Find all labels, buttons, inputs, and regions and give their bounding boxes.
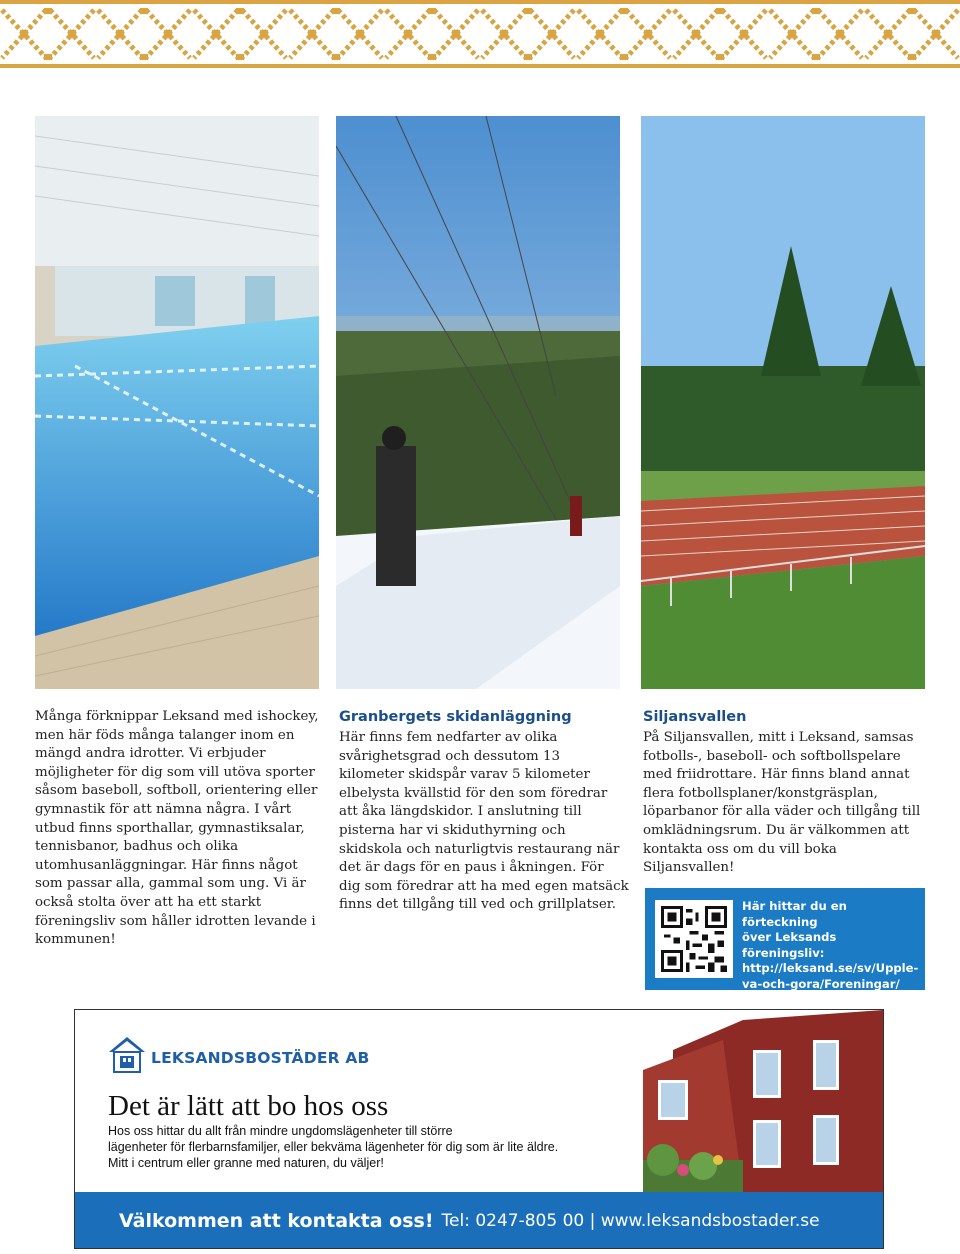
contact-details[interactable]: Tel: 0247-805 00 | www.leksandsbostader.se: [441, 1211, 820, 1231]
ad-body-line-2: lägenheter för flerbarnsfamiljer, eller bekväma lägenheter för dig som är lite äldre.: [108, 1139, 559, 1154]
company-logo: [107, 1034, 370, 1074]
contact-banner: [75, 1192, 884, 1249]
track-column: [643, 708, 928, 878]
info-link-line-2[interactable]: va-och-gora/Foreningar/: [742, 976, 900, 991]
ski-slope-photo: [336, 116, 620, 689]
info-link-line-1[interactable]: http://leksand.se/sv/Upple-: [742, 961, 919, 975]
info-line-1: Här hittar du en förteckning: [742, 899, 847, 929]
swimming-pool-photo: [35, 116, 319, 689]
info-line-2: över Leksands föreningsliv:: [742, 930, 837, 960]
contact-cta: Välkommen att kontakta oss!: [119, 1210, 434, 1232]
company-name: LEKSANDSBOSTÄDER AB: [151, 1049, 370, 1067]
intro-text: Många förknippar Leksand med ishockey, men här föds många talanger inom en mängd andra idrotter. Vi erbjuder möjligheter för dig som vill utöva sporter såsom baseboll, softboll, orientering eller gymnastik för att nämna några. I vårt utbud finns sporthallar, gymnastiksalar, tennisbanor, badhus och olika utomhusanläggningar. Här finns något som passar alla, gammal som ung. Vi är också stolta över att ha ett starkt föreningsliv som håller idrotten levande i kommunen!: [35, 709, 319, 948]
house-logo-icon: [107, 1034, 147, 1074]
decorative-pattern-band: [0, 0, 960, 70]
intro-column: [35, 708, 319, 950]
ski-text: Här finns fem nedfarter av olika svårighetsgrad och dessutom 13 kilometer skidspår varav 5 kilometer elbelysta kvällstid för den som föredrar att åka längdskidor. I anslutning till pisterna har vi skiduthyrning och skidskola och naturligtvis restaurang när det är dags för en paus i åkningen. För dig som föredrar att ha med egen matsäck finns det tillgång till ved och grillplatser.: [339, 730, 629, 913]
folk-pattern-icon: [0, 0, 960, 70]
leksandsbostader-advertisement: [74, 1009, 884, 1249]
ski-column: [339, 708, 629, 915]
track-heading: Siljansvallen: [643, 709, 747, 725]
ad-body: [108, 1124, 608, 1171]
running-track-photo: [641, 116, 925, 689]
associations-info-text: [742, 899, 922, 992]
ad-body-line-1: Hos oss hittar du allt från mindre ungdomslägenheter till större: [108, 1124, 453, 1138]
house-photo: [583, 1010, 883, 1192]
associations-info-box: [645, 888, 925, 990]
ad-headline: Det är lätt att bo hos oss: [108, 1090, 389, 1122]
qr-code-icon[interactable]: [655, 900, 733, 978]
ad-body-line-3: Mitt i centrum eller granne med naturen, du väljer!: [108, 1155, 384, 1170]
ski-heading: Granbergets skidanläggning: [339, 709, 572, 725]
track-text: På Siljansvallen, mitt i Leksand, samsas fotbolls-, baseboll- och softbollspelare med friidrottare. Här finns bland annat flera fotbollsplaner/konstgräsplan, löparbanor för alla väder och tillgång till omklädningsrum. Du är välkommen att kontakta oss om du vill boka Siljansvallen!: [643, 730, 921, 876]
